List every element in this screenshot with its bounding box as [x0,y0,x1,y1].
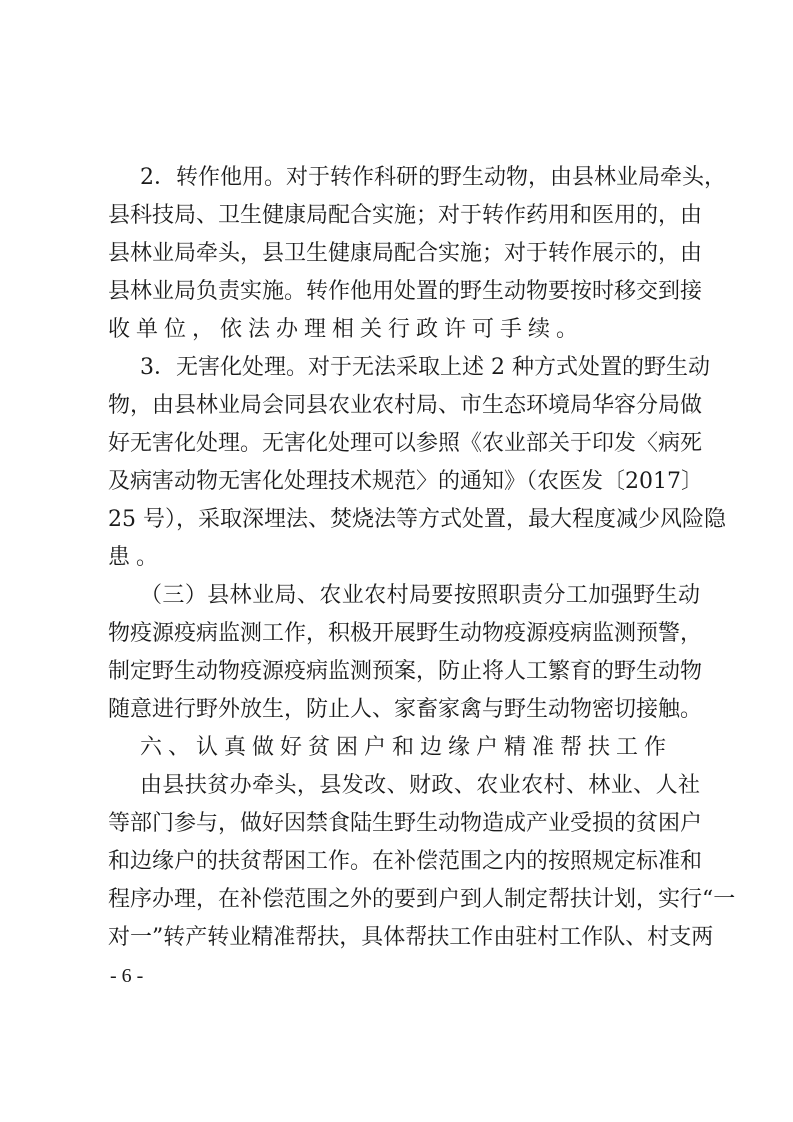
text-line: 收单位，依法办理相关行政许可手续。 [108,317,585,342]
text-line: 县科技局、卫生健康局配合实施；对于转作药用和医用的，由 [108,203,703,228]
text-line: 物疫源疫病监测工作，积极开展野生动物疫源疫病监测预警， [108,621,703,646]
text-line: 25 号），采取深埋法、焚烧法等方式处置，最大程度减少风险隐 [108,507,726,532]
page-number: - 6 - [110,965,144,987]
text-line: 等部门参与，做好因禁食陆生野生动物造成产业受损的贫困户 [108,811,703,836]
text-line: 患。 [108,545,165,570]
text-line: 物，由县林业局会同县农业农村局、市生态环境局华容分局做 [108,393,703,418]
text-line: 由县扶贫办牵头，县发改、财政、农业农村、林业、人社 [140,773,700,798]
text-line: 县林业局负责实施。转作他用处置的野生动物要按时移交到接 [108,279,703,304]
text-line: 3．无害化处理。对于无法采取上述 2 种方式处置的野生动 [140,355,710,380]
text-line: （三）县林业局、农业农村局要按照职责分工加强野生动 [140,583,700,608]
text-line: 及病害动物无害化处理技术规范〉的通知》（农医发〔2017〕 [108,469,703,494]
text-line: 2．转作他用。对于转作科研的野生动物，由县林业局牵头， [140,165,726,190]
text-line: 随意进行野外放生，防止人、家畜家禽与野生动物密切接触。 [108,697,703,722]
text-line: 和边缘户的扶贫帮困工作。在补偿范围之内的按照规定标准和 [108,849,703,874]
text-line: 好无害化处理。无害化处理可以参照《农业部关于印发〈病死 [108,431,703,456]
text-line: 县林业局牵头，县卫生健康局配合实施；对于转作展示的，由 [108,241,703,266]
text-line: 对一”转产转业精准帮扶，具体帮扶工作由驻村工作队、村支两 [108,925,714,950]
text-line: 六、认真做好贫困户和边缘户精准帮扶工作 [140,735,673,760]
text-line: 程序办理，在补偿范围之外的要到户到人制定帮扶计划，实行“一 [108,887,736,912]
text-line: 制定野生动物疫源疫病监测预案，防止将人工繁育的野生动物 [108,659,703,684]
